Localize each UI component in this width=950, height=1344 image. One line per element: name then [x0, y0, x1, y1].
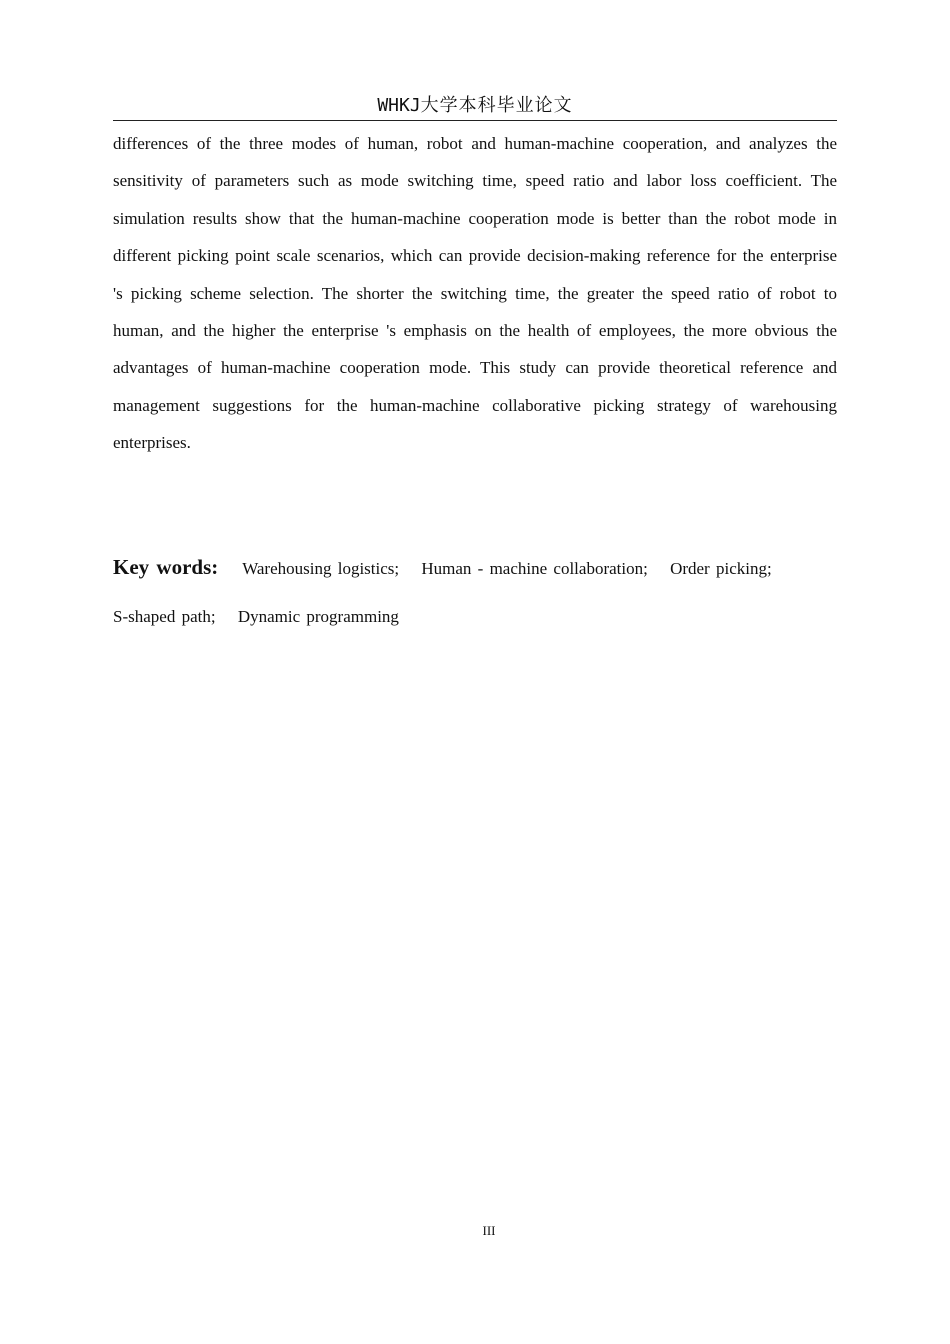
- keyword-item: Dynamic programming: [237, 607, 399, 626]
- abstract-body: differences of the three modes of human, robot and human-machine cooperation, and analyzes the sensitivity of parameters such as mode switching time, speed ratio and labor loss coefficient. The simulation results show that the human-machine cooperation mode is better than the robot mode in different picking point scale scenarios, which can provide decision-making reference for the enterprise 's picking scheme selection. The shorter the switching time, the greater the speed ratio of robot to human, and the higher the enterprise 's emphasis on the health of employees, the more obvious the advantages of human-machine cooperation mode. This study can provide theoretical reference and management suggestions for the human-machine collaborative picking strategy of warehousing enterprises.: [113, 134, 837, 453]
- page-header: [113, 93, 837, 121]
- keyword-item: Warehousing logistics;: [242, 559, 400, 578]
- keywords-section: [113, 543, 793, 641]
- keyword-item: S-shaped path;: [113, 607, 216, 626]
- header-prefix: WHKJ: [377, 95, 421, 116]
- header-title: 大学本科毕业论文: [420, 95, 573, 116]
- keyword-item: Order picking;: [670, 559, 772, 578]
- keywords-label: Key words:: [113, 555, 219, 579]
- page-number: III: [482, 1223, 496, 1238]
- keyword-item: Human - machine collaboration;: [421, 559, 648, 578]
